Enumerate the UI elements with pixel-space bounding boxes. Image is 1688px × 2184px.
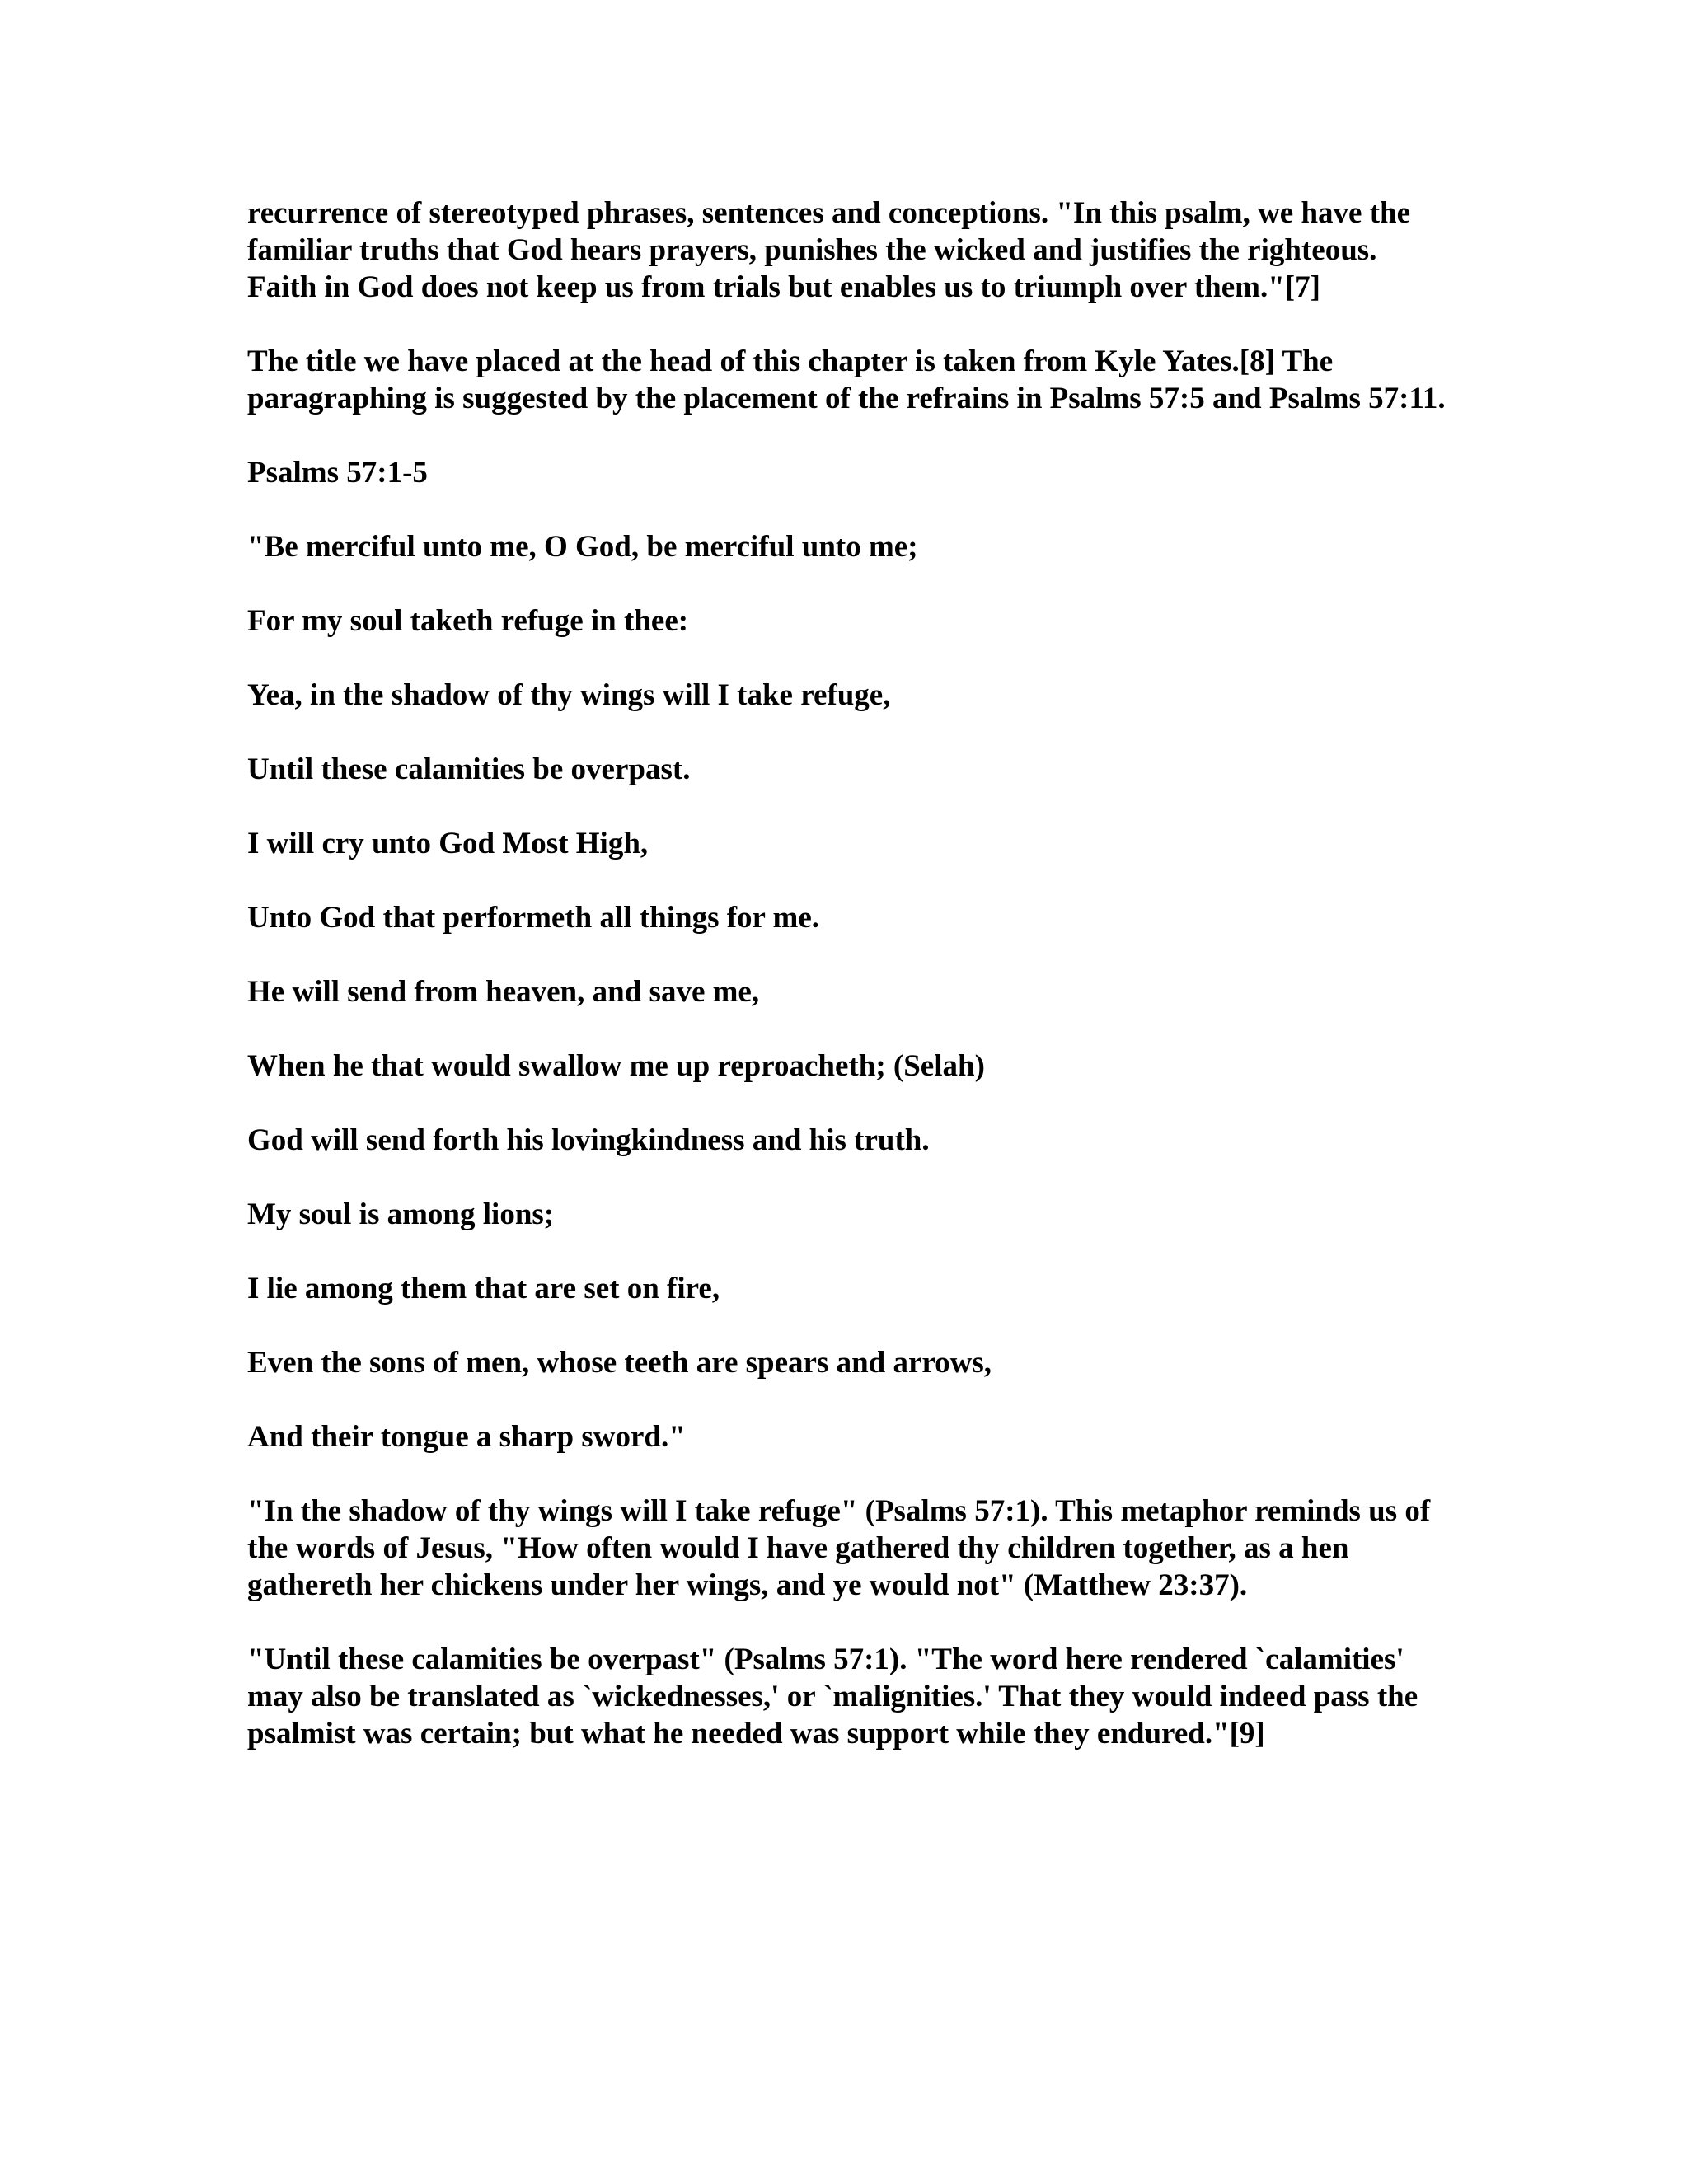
verse-line: When he that would swallow me up reproacheth; (Selah) [247,1049,985,1083]
verse-line: My soul is among lions; [247,1197,555,1231]
verse-line: Until these calamities be overpast. [247,752,691,786]
verse-line: I lie among them that are set on fire, [247,1272,720,1305]
verse-line: And their tongue a sharp sword." [247,1420,686,1454]
verse-line: Yea, in the shadow of thy wings will I take refuge, [247,678,891,712]
scripture-reference-heading: Psalms 57:1-5 [247,456,428,490]
verse-line: "Be merciful unto me, O God, be merciful unto me; [247,530,918,564]
verse-line: Even the sons of men, whose teeth are spears and arrows, [247,1346,992,1380]
verse-line: He will send from heaven, and save me, [247,975,760,1009]
verse-line: God will send forth his lovingkindness and his truth. [247,1123,930,1157]
paragraph-commentary-calamities: "Until these calamities be overpast" (Psalms 57:1). "The word here rendered `calamities' may also be translated as `wickednesses,' or `malignities.' That they would indeed pass the psalmist was certain; but what he needed was support while they endured."[9] [247,1643,1418,1750]
verse-line: For my soul taketh refuge in thee: [247,604,689,638]
paragraph-commentary-wings: "In the shadow of thy wings will I take refuge" (Psalms 57:1). This metaphor reminds us of the words of Jesus, "How often would I have gathered thy children together, as a hen gathereth her chickens under her wings, and ye would not" (Matthew 23:37). [247,1494,1431,1602]
paragraph-intro-continuation: recurrence of stereotyped phrases, sentences and conceptions. "In this psalm, we have the familiar truths that God hears prayers, punishes the wicked and justifies the righteous. Faith in God does not keep us from trials but enables us to triumph over them."[7] [247,196,1411,304]
document-body [247,194,1451,1752]
verse-line: I will cry unto God Most High, [247,827,649,860]
verse-line: Unto God that performeth all things for me. [247,901,820,935]
paragraph-title-source: The title we have placed at the head of this chapter is taken from Kyle Yates.[8] The paragraphing is suggested by the placement of the refrains in Psalms 57:5 and Psalms 57:11. [247,344,1446,415]
